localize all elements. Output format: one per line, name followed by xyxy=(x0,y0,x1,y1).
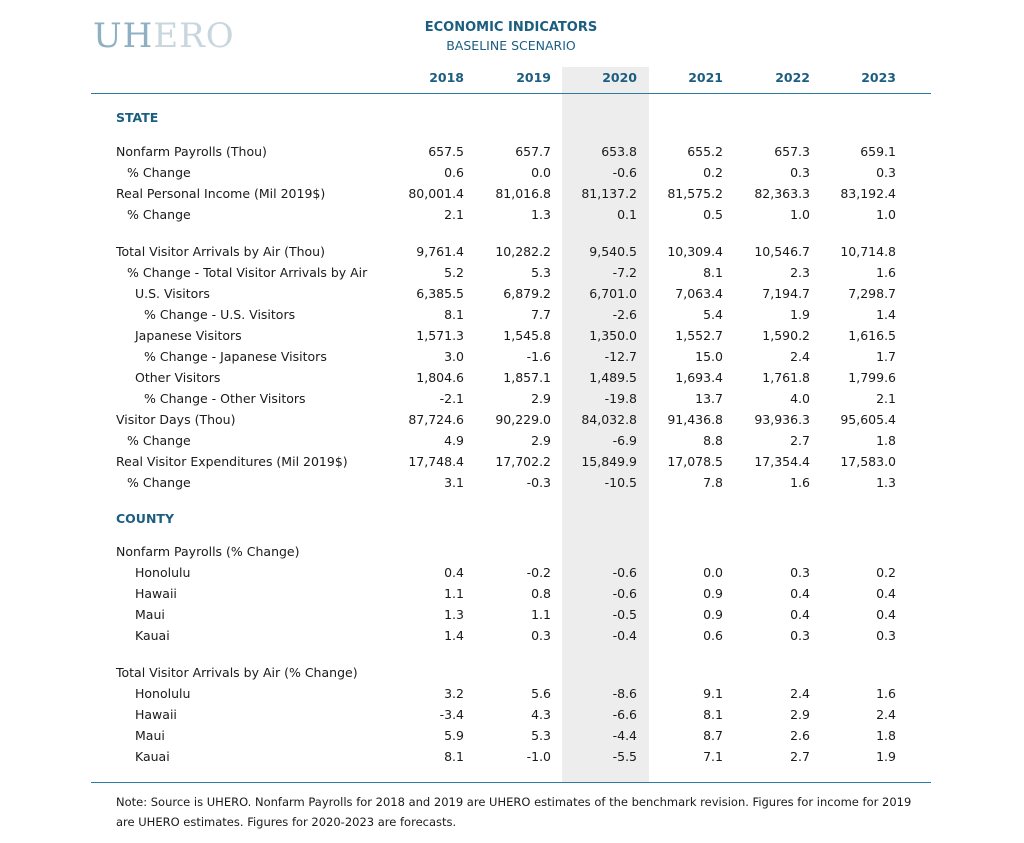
row-label: Honolulu xyxy=(135,686,191,701)
value-cell: 83,192.4 xyxy=(840,186,896,201)
value-cell: -8.6 xyxy=(612,686,637,701)
value-cell: 5.9 xyxy=(444,728,464,743)
page-title: ECONOMIC INDICATORS xyxy=(424,20,598,35)
value-cell: 5.3 xyxy=(531,728,551,743)
value-cell: 8.1 xyxy=(444,307,464,322)
value-cell: -0.2 xyxy=(526,565,551,580)
table-row xyxy=(0,241,1024,262)
value-cell: 10,714.8 xyxy=(840,244,896,259)
value-cell: 8.1 xyxy=(703,265,723,280)
value-cell: 0.1 xyxy=(617,207,637,222)
value-cell: 657.7 xyxy=(515,144,551,159)
value-cell: 657.5 xyxy=(428,144,464,159)
value-cell: 0.3 xyxy=(876,165,896,180)
value-cell: 7.1 xyxy=(703,749,723,764)
value-cell: 1.0 xyxy=(790,207,810,222)
value-cell: 82,363.3 xyxy=(754,186,810,201)
year-header: 2023 xyxy=(861,70,896,85)
row-label: % Change - U.S. Visitors xyxy=(144,307,296,322)
value-cell: 84,032.8 xyxy=(581,412,637,427)
value-cell: -0.6 xyxy=(612,586,637,601)
header-divider xyxy=(91,93,931,94)
table-row xyxy=(0,183,1024,204)
value-cell: 8.7 xyxy=(703,728,723,743)
value-cell: 0.4 xyxy=(876,586,896,601)
value-cell: 0.3 xyxy=(531,628,551,643)
table-row xyxy=(0,162,1024,183)
value-cell: 15.0 xyxy=(695,349,723,364)
value-cell: -2.1 xyxy=(439,391,464,406)
value-cell: 87,724.6 xyxy=(408,412,464,427)
value-cell: 1.0 xyxy=(876,207,896,222)
value-cell: 3.1 xyxy=(444,475,464,490)
value-cell: 3.2 xyxy=(444,686,464,701)
section-heading-county: COUNTY xyxy=(116,511,174,526)
value-cell: 9,540.5 xyxy=(589,244,637,259)
value-cell: 1.4 xyxy=(444,628,464,643)
value-cell: 2.7 xyxy=(790,749,810,764)
value-cell: 1.8 xyxy=(876,433,896,448)
value-cell: 4.9 xyxy=(444,433,464,448)
value-cell: 1,552.7 xyxy=(675,328,723,343)
value-cell: 1,804.6 xyxy=(416,370,464,385)
row-label: Hawaii xyxy=(135,586,177,601)
value-cell: 17,354.4 xyxy=(754,454,810,469)
value-cell: 95,605.4 xyxy=(840,412,896,427)
value-cell: -0.6 xyxy=(612,565,637,580)
value-cell: 1.6 xyxy=(876,686,896,701)
value-cell: 1,857.1 xyxy=(503,370,551,385)
row-label: Total Visitor Arrivals by Air (% Change) xyxy=(116,665,358,680)
value-cell: 90,229.0 xyxy=(495,412,551,427)
value-cell: 1.6 xyxy=(876,265,896,280)
value-cell: 655.2 xyxy=(687,144,723,159)
table-row xyxy=(0,746,1024,767)
value-cell: -10.5 xyxy=(604,475,637,490)
value-cell: 81,575.2 xyxy=(667,186,723,201)
value-cell: 7.7 xyxy=(531,307,551,322)
value-cell: 8.1 xyxy=(703,707,723,722)
value-cell: 81,016.8 xyxy=(495,186,551,201)
row-label: Nonfarm Payrolls (% Change) xyxy=(116,544,300,559)
section-heading-state: STATE xyxy=(116,110,159,125)
value-cell: 7,063.4 xyxy=(675,286,723,301)
value-cell: 0.5 xyxy=(703,207,723,222)
value-cell: 8.1 xyxy=(444,749,464,764)
value-cell: 0.3 xyxy=(790,165,810,180)
value-cell: 0.3 xyxy=(790,628,810,643)
value-cell: 1.6 xyxy=(790,475,810,490)
row-label: Nonfarm Payrolls (Thou) xyxy=(116,144,267,159)
table-row xyxy=(0,562,1024,583)
value-cell: 1.1 xyxy=(531,607,551,622)
value-cell: 17,583.0 xyxy=(840,454,896,469)
value-cell: 0.3 xyxy=(790,565,810,580)
value-cell: 1,571.3 xyxy=(416,328,464,343)
row-label: U.S. Visitors xyxy=(135,286,210,301)
value-cell: 91,436.8 xyxy=(667,412,723,427)
row-label: Visitor Days (Thou) xyxy=(116,412,236,427)
table-row xyxy=(0,472,1024,493)
value-cell: 5.4 xyxy=(703,307,723,322)
value-cell: 1,693.4 xyxy=(675,370,723,385)
value-cell: 0.8 xyxy=(531,586,551,601)
value-cell: -1.6 xyxy=(526,349,551,364)
value-cell: 80,001.4 xyxy=(408,186,464,201)
value-cell: 0.0 xyxy=(531,165,551,180)
value-cell: 1.4 xyxy=(876,307,896,322)
value-cell: 6,701.0 xyxy=(589,286,637,301)
table-row xyxy=(0,204,1024,225)
table-row xyxy=(0,704,1024,725)
value-cell: 1.3 xyxy=(531,207,551,222)
value-cell: 9.1 xyxy=(703,686,723,701)
row-label: % Change xyxy=(127,165,191,180)
table-row xyxy=(0,367,1024,388)
row-label: Hawaii xyxy=(135,707,177,722)
value-cell: 2.1 xyxy=(444,207,464,222)
value-cell: 1.1 xyxy=(444,586,464,601)
value-cell: 1,545.8 xyxy=(503,328,551,343)
row-label: % Change xyxy=(127,475,191,490)
value-cell: 2.1 xyxy=(876,391,896,406)
value-cell: 1,350.0 xyxy=(589,328,637,343)
table-row xyxy=(0,283,1024,304)
value-cell: 659.1 xyxy=(860,144,896,159)
value-cell: 2.4 xyxy=(876,707,896,722)
value-cell: -7.2 xyxy=(612,265,637,280)
year-header: 2020 xyxy=(602,70,637,85)
year-header: 2019 xyxy=(516,70,551,85)
value-cell: 0.3 xyxy=(876,628,896,643)
table-row xyxy=(0,430,1024,451)
row-label: Real Visitor Expenditures (Mil 2019$) xyxy=(116,454,348,469)
row-label: % Change - Total Visitor Arrivals by Air xyxy=(127,265,368,280)
value-cell: 8.8 xyxy=(703,433,723,448)
value-cell: 1,590.2 xyxy=(762,328,810,343)
value-cell: 657.3 xyxy=(774,144,810,159)
table-row xyxy=(0,262,1024,283)
value-cell: -1.0 xyxy=(526,749,551,764)
value-cell: 13.7 xyxy=(695,391,723,406)
table-row xyxy=(0,141,1024,162)
value-cell: 0.6 xyxy=(444,165,464,180)
value-cell: -6.9 xyxy=(612,433,637,448)
row-label: Japanese Visitors xyxy=(135,328,242,343)
value-cell: -4.4 xyxy=(612,728,637,743)
value-cell: 17,078.5 xyxy=(667,454,723,469)
table-row xyxy=(0,346,1024,367)
page-subtitle: BASELINE SCENARIO xyxy=(446,38,576,53)
row-label: Kauai xyxy=(135,749,170,764)
value-cell: 3.0 xyxy=(444,349,464,364)
title-block xyxy=(380,19,642,55)
value-cell: 7.8 xyxy=(703,475,723,490)
value-cell: 0.2 xyxy=(703,165,723,180)
value-cell: 2.6 xyxy=(790,728,810,743)
value-cell: 0.4 xyxy=(790,586,810,601)
table-row xyxy=(0,304,1024,325)
value-cell: 7,194.7 xyxy=(762,286,810,301)
row-label: Real Personal Income (Mil 2019$) xyxy=(116,186,326,201)
value-cell: 5.6 xyxy=(531,686,551,701)
value-cell: 1,489.5 xyxy=(589,370,637,385)
row-label: Other Visitors xyxy=(135,370,221,385)
value-cell: -2.6 xyxy=(612,307,637,322)
table-row xyxy=(0,325,1024,346)
year-header: 2022 xyxy=(775,70,810,85)
value-cell: 0.6 xyxy=(703,628,723,643)
value-cell: 10,309.4 xyxy=(667,244,723,259)
value-cell: 1.7 xyxy=(876,349,896,364)
row-label: Kauai xyxy=(135,628,170,643)
value-cell: 17,702.2 xyxy=(495,454,551,469)
value-cell: 4.3 xyxy=(531,707,551,722)
value-cell: 5.3 xyxy=(531,265,551,280)
value-cell: -0.6 xyxy=(612,165,637,180)
value-cell: 2.7 xyxy=(790,433,810,448)
table-row xyxy=(0,662,1024,683)
table-row xyxy=(0,583,1024,604)
table-row xyxy=(0,725,1024,746)
value-cell: -0.3 xyxy=(526,475,551,490)
table-row xyxy=(0,625,1024,646)
value-cell: 5.2 xyxy=(444,265,464,280)
value-cell: 1,761.8 xyxy=(762,370,810,385)
table-row xyxy=(0,388,1024,409)
value-cell: 93,936.3 xyxy=(754,412,810,427)
value-cell: -0.5 xyxy=(612,607,637,622)
value-cell: 81,137.2 xyxy=(581,186,637,201)
value-cell: 17,748.4 xyxy=(408,454,464,469)
row-label: % Change - Japanese Visitors xyxy=(144,349,327,364)
value-cell: 0.2 xyxy=(876,565,896,580)
table-row xyxy=(0,451,1024,472)
value-cell: 4.0 xyxy=(790,391,810,406)
row-label: Maui xyxy=(135,728,165,743)
row-label: % Change xyxy=(127,433,191,448)
value-cell: 7,298.7 xyxy=(848,286,896,301)
value-cell: 2.9 xyxy=(531,391,551,406)
value-cell: 2.9 xyxy=(531,433,551,448)
value-cell: 0.9 xyxy=(703,586,723,601)
value-cell: -6.6 xyxy=(612,707,637,722)
value-cell: 15,849.9 xyxy=(581,454,637,469)
value-cell: 1.3 xyxy=(876,475,896,490)
value-cell: -12.7 xyxy=(604,349,637,364)
value-cell: 10,546.7 xyxy=(754,244,810,259)
value-cell: -5.5 xyxy=(612,749,637,764)
footer-divider xyxy=(91,782,931,783)
table-row xyxy=(0,409,1024,430)
value-cell: 9,761.4 xyxy=(416,244,464,259)
value-cell: -19.8 xyxy=(604,391,637,406)
value-cell: 1,799.6 xyxy=(848,370,896,385)
year-header: 2018 xyxy=(429,70,464,85)
value-cell: 10,282.2 xyxy=(495,244,551,259)
value-cell: 6,385.5 xyxy=(416,286,464,301)
value-cell: 2.9 xyxy=(790,707,810,722)
table-row xyxy=(0,604,1024,625)
row-label: % Change - Other Visitors xyxy=(144,391,306,406)
value-cell: 1.9 xyxy=(790,307,810,322)
value-cell: 2.4 xyxy=(790,349,810,364)
value-cell: -3.4 xyxy=(439,707,464,722)
row-label: Total Visitor Arrivals by Air (Thou) xyxy=(116,244,325,259)
value-cell: 1.8 xyxy=(876,728,896,743)
row-label: Maui xyxy=(135,607,165,622)
uhero-logo: UHERO xyxy=(93,16,235,56)
value-cell: 1.9 xyxy=(876,749,896,764)
value-cell: 1,616.5 xyxy=(848,328,896,343)
value-cell: 0.4 xyxy=(876,607,896,622)
value-cell: 6,879.2 xyxy=(503,286,551,301)
value-cell: 0.9 xyxy=(703,607,723,622)
value-cell: -0.4 xyxy=(612,628,637,643)
value-cell: 2.3 xyxy=(790,265,810,280)
value-cell: 0.0 xyxy=(703,565,723,580)
value-cell: 0.4 xyxy=(790,607,810,622)
table-row xyxy=(0,683,1024,704)
row-label: Honolulu xyxy=(135,565,191,580)
table-row xyxy=(0,541,1024,562)
row-label: % Change xyxy=(127,207,191,222)
value-cell: 0.4 xyxy=(444,565,464,580)
value-cell: 653.8 xyxy=(601,144,637,159)
footnote: Note: Source is UHERO. Nonfarm Payrolls for 2018 and 2019 are UHERO estimates of the benchmark revision. Figures for income for 2019 are UHERO estimates. Figures for 2020-2023 are forecasts. xyxy=(116,795,912,829)
year-header: 2021 xyxy=(688,70,723,85)
value-cell: 1.3 xyxy=(444,607,464,622)
value-cell: 2.4 xyxy=(790,686,810,701)
